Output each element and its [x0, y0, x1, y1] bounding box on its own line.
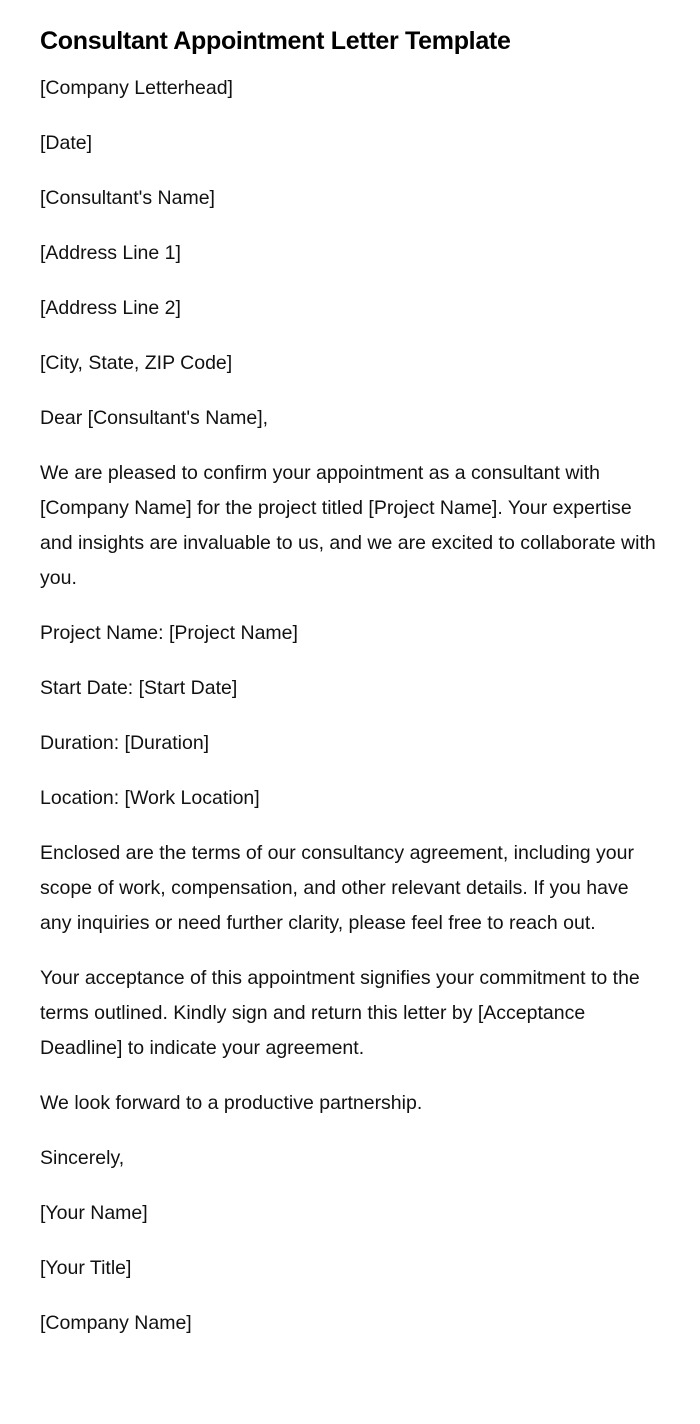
letter-date: [Date] [40, 132, 93, 154]
closing-paragraph: We look forward to a productive partnership. [40, 1092, 423, 1114]
sender-company: [Company Name] [40, 1312, 192, 1334]
project-name-line: Project Name: [Project Name] [40, 622, 298, 644]
sign-off: Sincerely, [40, 1147, 125, 1169]
terms-paragraph: Enclosed are the terms of our consultancy agreement, including your scope of work, compensation, and other relevant details. If you have any inquiries or need further clarity, please feel free to reach out. [40, 842, 634, 934]
sender-name: [Your Name] [40, 1202, 148, 1224]
recipient-name: [Consultant's Name] [40, 187, 215, 209]
start-date-line: Start Date: [Start Date] [40, 677, 238, 699]
address-line-2: [Address Line 2] [40, 297, 181, 319]
salutation: Dear [Consultant's Name], [40, 407, 269, 429]
address-line-1: [Address Line 1] [40, 242, 181, 264]
company-letterhead: [Company Letterhead] [40, 77, 233, 99]
sender-title: [Your Title] [40, 1257, 132, 1279]
location-line: Location: [Work Location] [40, 787, 260, 809]
intro-paragraph: We are pleased to confirm your appointment as a consultant with [Company Name] for the project titled [Project Name]. Your expertise and insights are invaluable to us, and we are excited to collaborate with you. [40, 462, 656, 589]
document-title: Consultant Appointment Letter Template [40, 27, 511, 55]
city-state-zip: [City, State, ZIP Code] [40, 352, 233, 374]
acceptance-paragraph: Your acceptance of this appointment signifies your commitment to the terms outlined. Kindly sign and return this letter by [Acceptance Deadline] to indicate your agreement. [40, 967, 640, 1059]
duration-line: Duration: [Duration] [40, 732, 210, 754]
